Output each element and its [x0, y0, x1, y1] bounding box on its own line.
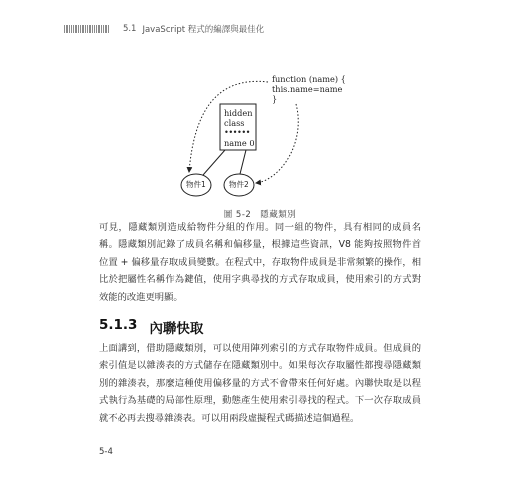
figure-caption: 圖 5-2 隱藏類別	[223, 210, 297, 220]
section-title: 內聯快取	[149, 321, 204, 337]
line-to-object2	[240, 150, 246, 174]
header-decoration-bars	[64, 25, 109, 33]
section-heading	[99, 317, 203, 337]
code-line-3: }	[272, 94, 278, 104]
hidden-class-dots: ••••••	[224, 127, 250, 137]
line-to-object1	[203, 150, 225, 175]
code-line-2: this.name=name	[272, 84, 343, 94]
page-number: 5-4	[99, 447, 113, 457]
section-number: 5.1.3	[99, 317, 138, 333]
paragraph-2: 上面講到，借助隱藏類別，可以使用陣列索引的方式存取物件成員。但成員的索引值是以雜湊表的方式儲存在隱藏類別中。如果每次存取屬性都搜尋隱藏類別的雜湊表，那麼這種使用偏移量的方式不會帶來任何好處。內聯快取是以程式執行為基礎的局部性原理，動態產生使用索引尋找的程式。下一次存取成員就不必再去搜尋雜湊表。可以用兩段虛擬程式碼描述這個過程。	[99, 343, 421, 424]
hidden-class-label-2: class	[224, 118, 245, 128]
dotted-arrow-to-object2	[256, 104, 298, 183]
hidden-class-label-1: hidden	[224, 108, 253, 118]
paragraph-1: 可見，隱藏類別造成給物件分組的作用。同一組的物件，具有相同的成員名稱。隱藏類別記錄了成員名稱和偏移量，根據這些資訊，V8 能夠按照物件首位置 + 偏移量存取成員變數。在程式中，存取物件成員是非常頻繁的操作，相比於把屬性名稱作為鍵值，使用字典尋找的方式存取成員，使用索引的方式對效能的改進更明顯。	[99, 222, 421, 303]
header-section-number: 5.1	[122, 24, 137, 34]
hidden-class-member: name 0	[224, 138, 255, 148]
hidden-class-figure	[176, 72, 366, 202]
object2-label: 物件2	[229, 180, 249, 189]
object1-label: 物件1	[186, 180, 206, 189]
running-header	[64, 23, 264, 35]
code-line-1: function (name) {	[272, 74, 346, 84]
header-section-title: JavaScript 程式的編譯與最佳化	[142, 25, 265, 35]
